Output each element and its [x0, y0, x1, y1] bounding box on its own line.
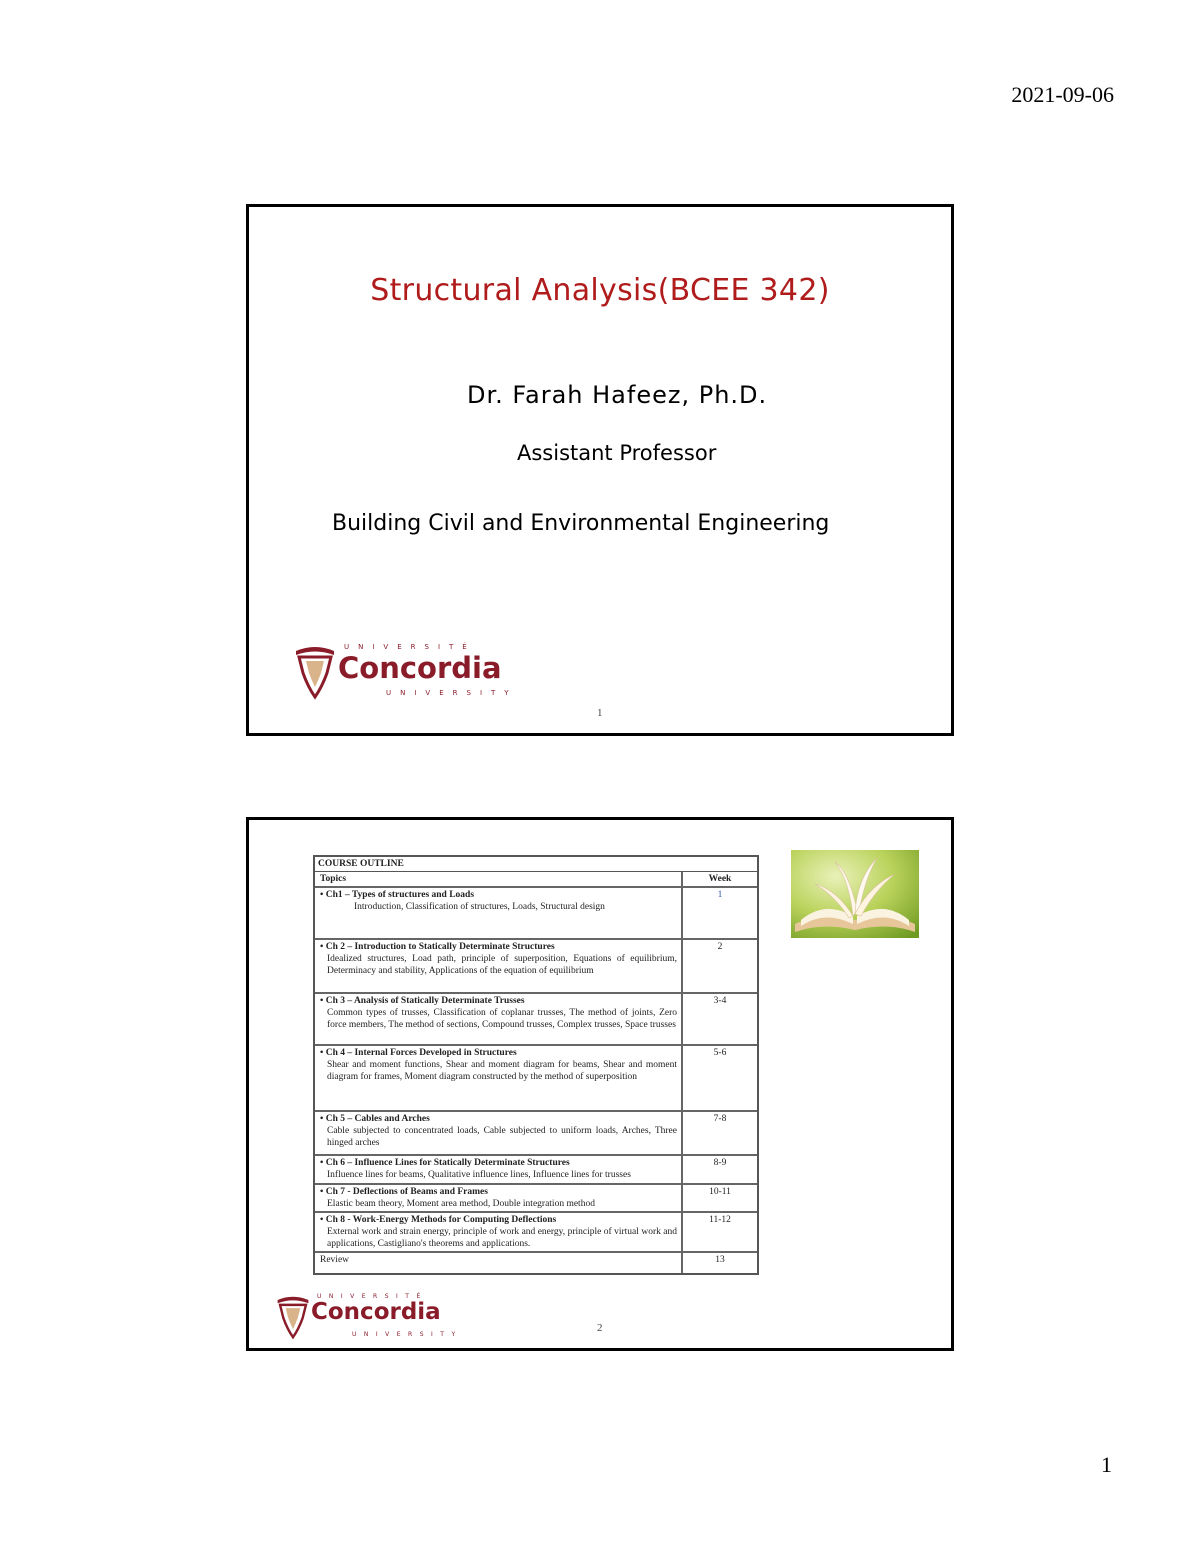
concordia-logo — [294, 643, 518, 701]
topic-title: Ch1 – Types of structures and Loads — [325, 890, 475, 900]
slide-number: 1 — [597, 707, 603, 719]
topic-desc: Influence lines for beams, Qualitative influence lines, Influence lines for trusses — [327, 1170, 631, 1180]
topic-desc: Shear and moment functions, Shear and moment diagram for beams, Shear and moment diagram for frames, Moment diagram constructed by the method of superposition — [327, 1060, 677, 1082]
slide-number: 2 — [597, 1322, 603, 1334]
topic-title: Ch 7 - Deflections of Beams and Frames — [325, 1187, 488, 1197]
slide-2 — [246, 817, 954, 1351]
topic-title: Ch 5 – Cables and Arches — [325, 1114, 430, 1124]
table-row-review — [315, 1253, 757, 1273]
logo-university-text: UNIVERSITY — [352, 1331, 463, 1338]
review-label: Review — [315, 1253, 683, 1273]
week-value: 10-11 — [709, 1187, 731, 1197]
department-name: Building Civil and Environmental Engineering — [332, 511, 830, 536]
topic-title: Ch 3 – Analysis of Statically Determinate Trusses — [325, 996, 525, 1006]
topic-title: Ch 4 – Internal Forces Developed in Structures — [325, 1048, 517, 1058]
week-value: 3-4 — [713, 996, 727, 1006]
week-value: 2 — [717, 942, 723, 952]
course-outline-heading: COURSE OUTLINE — [315, 857, 757, 872]
topic-desc: Elastic beam theory, Moment area method, Double integration method — [327, 1199, 595, 1209]
week-value: 7-8 — [713, 1114, 727, 1124]
week-value: 8-9 — [713, 1158, 727, 1168]
table-row: • Ch 4 – Internal Forces Developed in Structures Shear and moment functions, Shear and moment diagram for beams, Shear and moment diagram for frames, Moment diagram constructed by the method of superposition 5-6 — [315, 1046, 757, 1112]
open-book-image — [791, 850, 919, 938]
logo-universite-text: UNIVERSITÉ — [317, 1293, 428, 1300]
logo-universite-text: UNIVERSITÉ — [344, 643, 476, 651]
col-topics-header: Topics — [315, 872, 683, 886]
topic-title: Ch 6 – Influence Lines for Statically Determinate Structures — [325, 1158, 570, 1168]
topic-desc: Introduction, Classification of structures, Loads, Structural design — [354, 902, 605, 912]
logo-university-text: UNIVERSITY — [386, 689, 518, 697]
table-row: • Ch 2 – Introduction to Statically Determinate Structures Idealized structures, Load path, principle of superposition, Equations of equilibrium, Determinacy and stability, Applications of the equation of equilibrium 2 — [315, 940, 757, 994]
topic-desc: Idealized structures, Load path, principle of superposition, Equations of equilibrium, Determinacy and stability, Applications of the equation of equilibrium — [327, 954, 677, 976]
table-row: • Ch 7 - Deflections of Beams and Frames Elastic beam theory, Moment area method, Double integration method 10-11 — [315, 1185, 757, 1213]
course-outline-table — [313, 855, 759, 1275]
topic-title: Ch 2 – Introduction to Statically Determinate Structures — [325, 942, 555, 952]
table-row: • Ch 3 – Analysis of Statically Determinate Trusses Common types of trusses, Classification of coplanar trusses, The method of joints, Zero force members, The method of sections, Compound trusses, Complex trusses, Space trusses 3-4 — [315, 994, 757, 1046]
table-row: • Ch 6 – Influence Lines for Statically Determinate Structures Influence lines for beams, Qualitative influence lines, Influence lines for trusses 8-9 — [315, 1156, 757, 1185]
logo-concordia-text: Concordia — [338, 651, 502, 685]
table-header-row — [315, 872, 757, 888]
page-date: 2021-09-06 — [1011, 82, 1114, 107]
table-row: • Ch1 – Types of structures and Loads Introduction, Classification of structures, Loads, Structural design 1 — [315, 888, 757, 940]
concordia-shield-icon — [276, 1293, 310, 1341]
col-week-header: Week — [708, 874, 732, 884]
week-value: 5-6 — [713, 1048, 727, 1058]
review-week: 13 — [715, 1255, 725, 1265]
slide-1 — [246, 204, 954, 736]
week-value: 11-12 — [709, 1215, 731, 1225]
table-row: • Ch 8 - Work-Energy Methods for Computing Deflections External work and strain energy, principle of work and energy, principle of virtual work and applications, Castigliano's theorems and applications. 11-12 — [315, 1213, 757, 1253]
page-number: 1 — [1101, 1452, 1112, 1477]
course-title: Structural Analysis(BCEE 342) — [370, 273, 830, 308]
concordia-logo — [276, 1293, 463, 1341]
week-value: 1 — [717, 890, 723, 900]
topic-desc: External work and strain energy, principle of work and energy, principle of virtual work and applications, Castigliano's theorems and applications. — [327, 1227, 677, 1249]
topic-desc: Cable subjected to concentrated loads, Cable subjected to uniform loads, Arches, Three hinged arches — [327, 1126, 677, 1148]
instructor-name: Dr. Farah Hafeez, Ph.D. — [467, 381, 768, 409]
concordia-shield-icon — [294, 643, 336, 701]
topic-title: Ch 8 - Work-Energy Methods for Computing Deflections — [325, 1215, 557, 1225]
instructor-role: Assistant Professor — [517, 441, 717, 465]
table-row: • Ch 5 – Cables and Arches Cable subjected to concentrated loads, Cable subjected to uniform loads, Arches, Three hinged arches 7-8 — [315, 1112, 757, 1156]
logo-concordia-text: Concordia — [311, 1299, 441, 1325]
topic-desc: Common types of trusses, Classification of coplanar trusses, The method of joints, Zero force members, The method of sections, Compound trusses, Complex trusses, Space trusses — [327, 1008, 677, 1030]
